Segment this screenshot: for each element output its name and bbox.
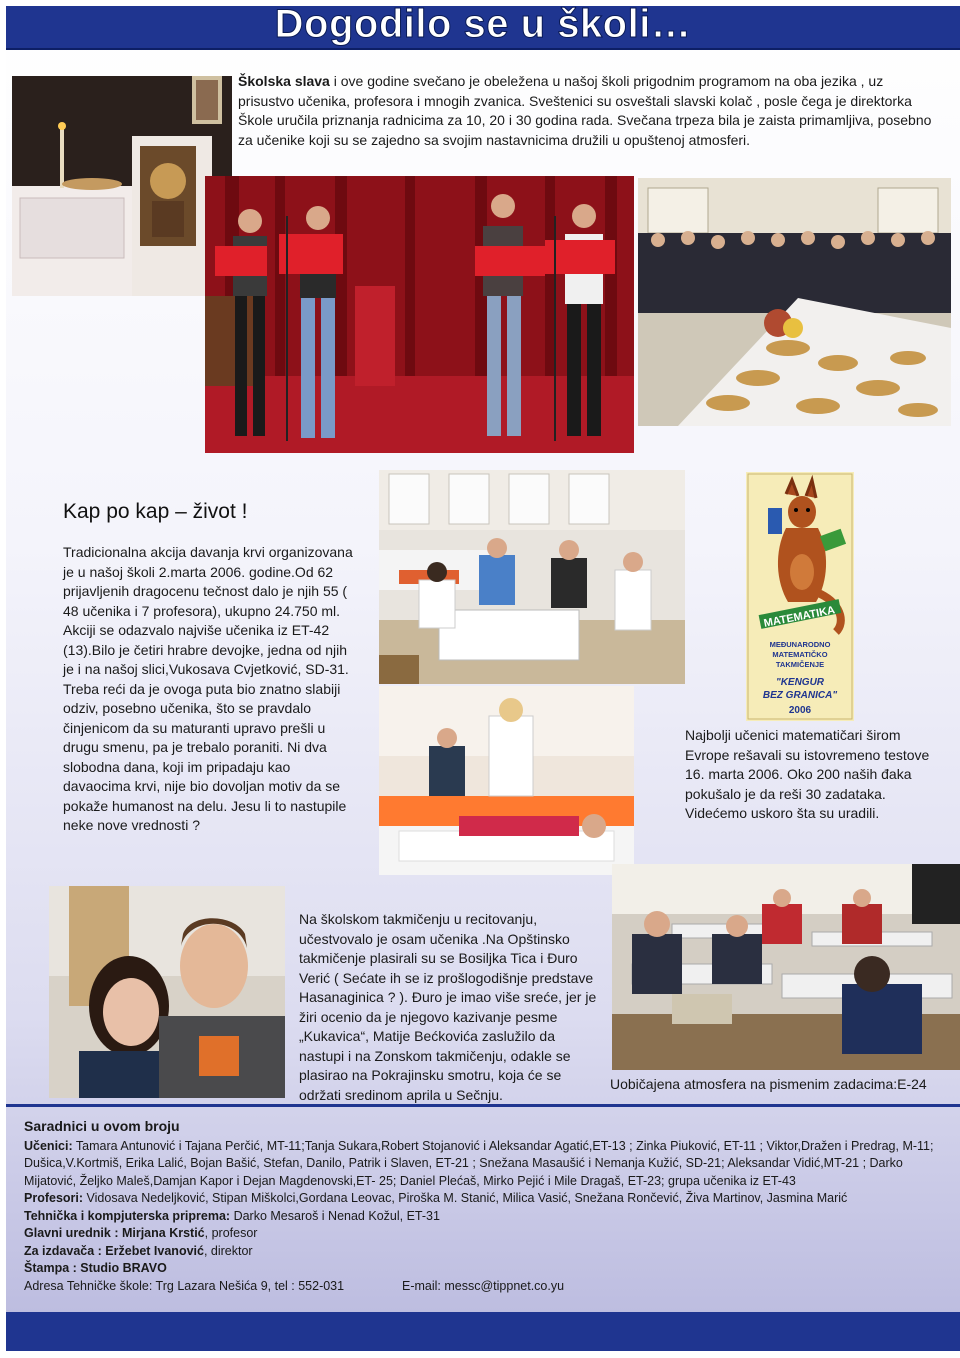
address-text: Adresa Tehničke škole: Trg Lazara Nešića 9, tel : 552-031 — [24, 1278, 345, 1293]
blood-drive-paragraph: Tradicionalna akcija davanja krvi organizovana je u našoj školi 2.marta 2006. godine.Od 62 prijavljenih dragocenu tečnost dalo je njih 55 ( 48 učenika i 7 profesora), ukupno 24.750 ml. Akciji se odazvalo najviše učenika iz ET-42 (13).Bilo je četiri hrabre devojke, jedna od njih je i na našoj slici,Vukosava Cvjetković, SD-31. Treba reći da je ovoga puta bio znatno slabiji odziv, posebno učenika, što se pravdalo činjenicom da su maturanti upravo prešli u drugu smenu, pa je trebalo poraniti. Ni dva slobodna dana, koji im pripadaju kao davaocima krvi, nije bio dovoljan motiv da se pokaže humanost na delu. Jesu li to nastupile neke nove vrednosti ? — [63, 544, 353, 833]
publisher-role: , direktor — [203, 1243, 253, 1258]
credits-students — [24, 1138, 944, 1191]
page-title: Dogodilo se u školi… — [274, 6, 692, 46]
teachers-text: Vidosava Nedeljković, Stipan Miškolci,Gordana Leovac, Piroška M. Stanić, Milica Vasić, Snežana Rončević, Živa Martinov, Jasmina Marić — [86, 1191, 848, 1205]
credits-block — [24, 1118, 944, 1295]
students-portrait-photo — [49, 886, 285, 1098]
slava-paragraph — [238, 72, 938, 150]
credits-address-row — [24, 1278, 944, 1296]
exam-classroom-photo — [612, 864, 960, 1070]
publisher-name: : Eržebet Ivanović — [97, 1243, 204, 1258]
footer-divider — [6, 1104, 960, 1107]
teachers-label: Profesori: — [24, 1191, 84, 1205]
credits-teachers — [24, 1190, 944, 1208]
print-text: Štampa : Studio BRAVO — [24, 1261, 167, 1275]
poster-line-3: TAKMIČENJE — [775, 660, 825, 669]
poster-band-text: MATEMATIKA — [762, 604, 837, 630]
footer-banner — [6, 1312, 960, 1351]
email-text[interactable]: E-mail: messc@tippnet.co.yu — [402, 1278, 565, 1293]
poster-line-4: "KENGUR — [775, 677, 825, 688]
tech-label: Tehnička i kompjuterska priprema: — [24, 1208, 231, 1223]
stage-recitation-photo — [205, 176, 634, 453]
editor-label: Glavni urednik — [24, 1226, 111, 1240]
recitation-paragraph: Na školskom takmičenju u recitovanju, učestvovalo je osam učenika .Na Opštinsko takmičenje plasirali su se Bosiljka Tica i Đuro Verić ( Sećate ih se iz prošlogodišnje predstave Hasanaginica ? ). Đuro je imao više sreće, jer je žiri ocenio da je njegovo kazivanje pesme „Kukavica“, Matije Bećkovića zaslužilo da nastupi i na Zonskom takmičenju, odakle se plasirao na Pokrajinsku smotru, koja će se održati sredinom aprila u Sečnju. — [299, 911, 597, 1103]
publisher-label: Za izdavača — [24, 1243, 95, 1258]
blood-drive-heading: Kap po kap – život ! — [63, 500, 248, 523]
slava-icon-photo — [12, 76, 232, 296]
slava-lead: Školska slava — [238, 73, 330, 89]
editor-role: , profesor — [204, 1226, 258, 1240]
page — [6, 6, 960, 1351]
slava-text: i ove godine svečano je obeležena u našoj školi prigodnim programom na oba jezika , uz prisustvo učenika, profesora i mnogih zvanica. Sveštenici su osveštali slavski kolač , posle čega je direktorka Škole uručila priznanja radnicima za 10, 20 i 30 godina rada. Svečana trpeza bila je zaista primamljiva, posebno za učenike koji su se zajedno sa svojim nastavnicima družili u opuštenoj atmosferi. — [238, 73, 932, 148]
poster-line-6: 2006 — [788, 705, 812, 716]
festive-table-photo — [638, 178, 951, 426]
kengur-poster — [746, 472, 854, 721]
credits-tech — [24, 1208, 944, 1226]
credits-editor — [24, 1225, 944, 1243]
tech-text: Darko Mesaroš i Nenad Kožul, ET-31 — [233, 1208, 440, 1223]
credits-print — [24, 1260, 944, 1278]
donor-girl-photo — [379, 686, 634, 875]
header-banner — [6, 6, 960, 50]
credits-publisher — [24, 1243, 944, 1261]
editor-name: : Mirjana Krstić — [114, 1226, 205, 1240]
poster-line-1: MEĐUNARODNO — [769, 640, 831, 649]
poster-line-5: BEZ GRANICA" — [762, 690, 838, 701]
math-paragraph: Najbolji učenici matematičari širom Evrope rešavali su istovremeno testove 16. marta 2006. Oko 200 naših đaka pokušalo je da reši 30 zadataka. Videćemo uskoro šta su uradili. — [685, 727, 930, 821]
credits-title: Saradnici u ovom broju — [24, 1118, 180, 1134]
poster-line-2: MATEMATIČKO — [772, 650, 828, 659]
students-text: Tamara Antunović i Tajana Perčić, MT-11;Tanja Sukara,Robert Stojanović i Aleksandar Agatić,ET-13 ; Zinka Piuković, ET-11 ; Viktor,Dražen i Predrag, M-11; Dušica,V.Kortmiš, Erika Lalić, Bojan Bašić, Stefan, Danilo, Patrik i Slaven, ET-21 ; Snežana Masaušić i Nemanja Kužić, SD-21; Aleksandar Vidić,MT-21 ; Darko Mijatović, Željko Maleš,Damjan Kapor i Dejan Magdenovski,ET- 25; Daniel Plećaš, Mirko Pejić i Mile Dragaš, ET-23; grupa učenika iz ET-43 — [24, 1138, 934, 1188]
students-label: Učenici: — [24, 1138, 73, 1153]
blood-donation-room-photo — [379, 470, 685, 684]
exam-caption: Uobičajena atmosfera na pismenim zadacima:E-24 — [610, 1076, 927, 1092]
